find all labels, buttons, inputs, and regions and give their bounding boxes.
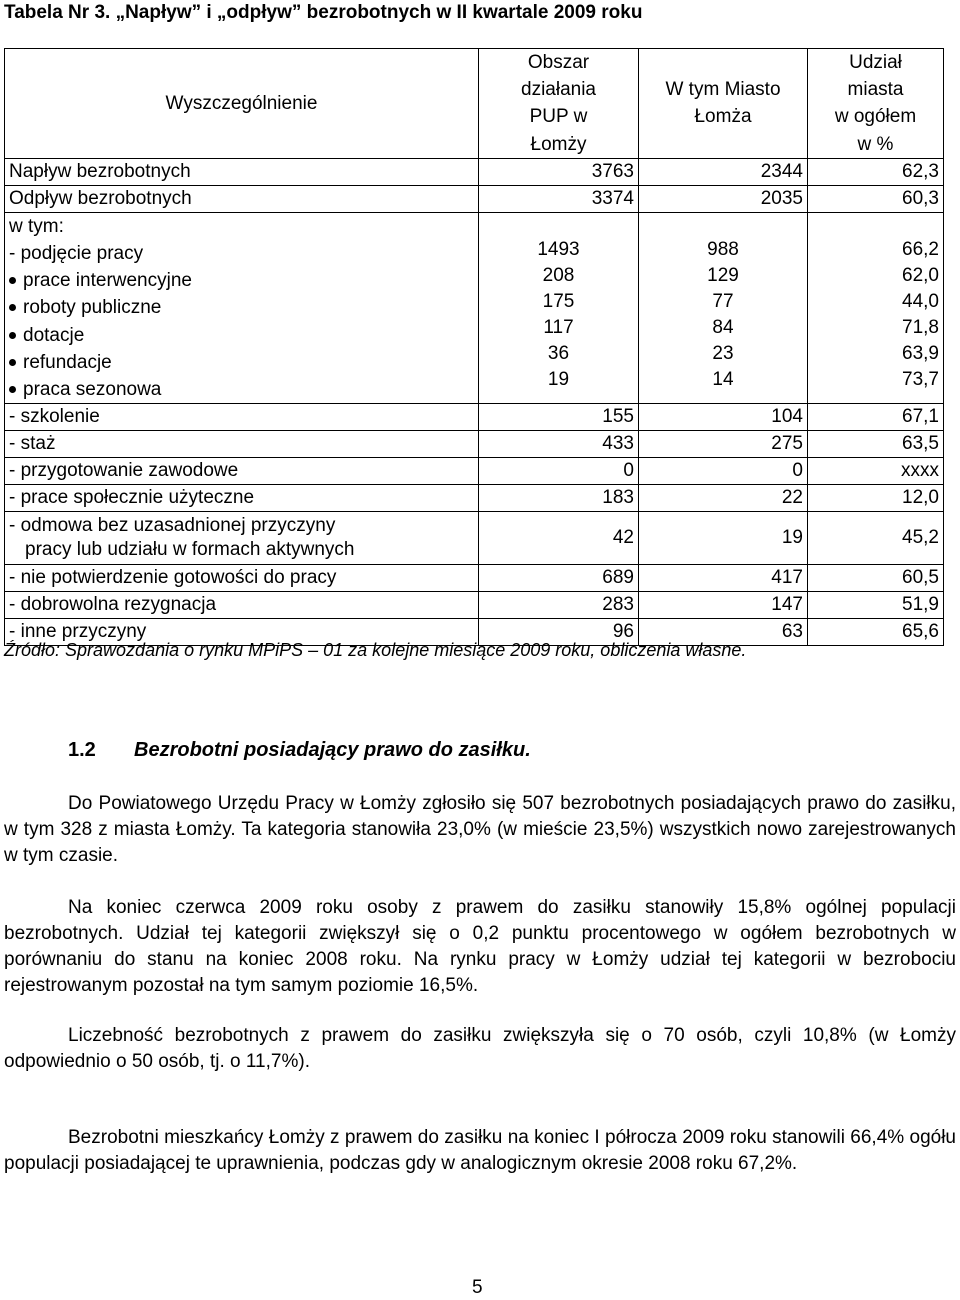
row-label: Napływ bezrobotnych bbox=[5, 158, 479, 185]
cell-pup: 3374 bbox=[479, 185, 639, 212]
cell-miasto: 63 bbox=[639, 619, 808, 646]
table-header-row bbox=[5, 49, 944, 159]
cell-miasto: 147 bbox=[639, 592, 808, 619]
group-head-value: 66,2 bbox=[902, 238, 939, 260]
paragraph: Na koniec czerwca 2009 roku osoby z prawem do zasiłku stanowiły 15,8% ogólnej populacji bezrobotnych. Udział tej kategorii zwiększył się o 0,2 punktu procentowego w ogółem bezrobotnych w porównaniu do stanu na koniec 2008 roku. Na rynku pracy w Łomży udział tej kategorii w bezrobociu rejestrowanym pozostał na tym samym poziomie 16,5%. bbox=[4, 897, 956, 996]
source-note: Źródło: Sprawozdania o rynku MPiPS – 01 za kolejne miesiące 2009 roku, obliczenia własne. bbox=[4, 640, 747, 660]
table-row bbox=[5, 158, 944, 185]
bullet-item: dotacje bbox=[9, 322, 474, 349]
bullet-item: praca sezonowa bbox=[9, 376, 474, 403]
cell-pup: 96 bbox=[479, 619, 639, 646]
header-wyszczegolnienie: Wyszczególnienie bbox=[5, 49, 479, 159]
cell-udzial: 63,5 bbox=[808, 431, 944, 458]
cell-udzial: 45,2 bbox=[808, 512, 944, 565]
bullet-value: 44,0 bbox=[902, 290, 939, 312]
bullet-value: 63,9 bbox=[902, 342, 939, 364]
header-obszar-pup bbox=[479, 49, 639, 159]
row-label-line: pracy lub udziału w formach aktywnych bbox=[25, 539, 355, 561]
bullet-value: 175 bbox=[542, 290, 575, 312]
data-table bbox=[4, 48, 944, 646]
header-text: w ogółem bbox=[834, 106, 917, 128]
cell-miasto: 0 bbox=[639, 458, 808, 485]
group-head-label: - podjęcie pracy bbox=[9, 243, 144, 265]
table-row bbox=[5, 565, 944, 592]
row-label: - inne przyczyny bbox=[5, 619, 479, 646]
group-udzial-cell bbox=[808, 212, 944, 403]
bullet-value: 71,8 bbox=[902, 316, 939, 338]
cell-miasto: 417 bbox=[639, 565, 808, 592]
row-label: - nie potwierdzenie gotowości do pracy bbox=[5, 565, 479, 592]
group-head-value: 1493 bbox=[537, 238, 580, 260]
group-pup-cell bbox=[479, 212, 639, 403]
section-number: 1.2 bbox=[68, 739, 96, 761]
row-label: Odpływ bezrobotnych bbox=[5, 185, 479, 212]
header-text: W tym Miasto bbox=[665, 79, 781, 101]
row-label: - przygotowanie zawodowe bbox=[5, 458, 479, 485]
row-label: - dobrowolna rezygnacja bbox=[5, 592, 479, 619]
cell-miasto: 19 bbox=[639, 512, 808, 565]
group-miasto-cell bbox=[639, 212, 808, 403]
table-row-group bbox=[5, 212, 944, 403]
table-row bbox=[5, 592, 944, 619]
header-text: Łomża bbox=[694, 106, 752, 128]
bullet-value: 117 bbox=[543, 316, 574, 338]
cell-udzial: 60,3 bbox=[808, 185, 944, 212]
cell-pup: 42 bbox=[479, 512, 639, 565]
bullet-value: 23 bbox=[712, 342, 734, 364]
cell-pup: 3763 bbox=[479, 158, 639, 185]
cell-pup: 283 bbox=[479, 592, 639, 619]
cell-udzial: 62,3 bbox=[808, 158, 944, 185]
bullet-value: 84 bbox=[712, 316, 734, 338]
bullet-value: 62,0 bbox=[902, 264, 939, 286]
header-text: miasta bbox=[847, 79, 904, 101]
cell-udzial: 51,9 bbox=[808, 592, 944, 619]
table-row bbox=[5, 431, 944, 458]
cell-pup: 689 bbox=[479, 565, 639, 592]
table-title: Tabela Nr 3. „Napływ” i „odpływ” bezrobotnych w II kwartale 2009 roku bbox=[4, 2, 643, 23]
paragraph: Bezrobotni mieszkańcy Łomży z prawem do zasiłku na koniec I półrocza 2009 roku stanowili 66,4% ogółu populacji posiadającej te uprawnienia, podczas gdy w analogicznym okresie 2008 roku 67,2%. bbox=[4, 1127, 956, 1174]
group-intro: w tym: bbox=[9, 215, 64, 237]
cell-miasto: 22 bbox=[639, 485, 808, 512]
paragraph: Do Powiatowego Urzędu Pracy w Łomży zgłosiło się 507 bezrobotnych posiadających prawo do zasiłku, w tym 328 z miasta Łomży. Ta kategoria stanowiła 23,0% (w mieście 23,5%) wszystkich nowo zarejestrowanych w tym czasie. bbox=[4, 793, 956, 866]
header-text: działania bbox=[521, 79, 596, 101]
cell-udzial: 12,0 bbox=[808, 485, 944, 512]
bullet-value: 14 bbox=[712, 368, 734, 390]
table-row bbox=[5, 185, 944, 212]
group-label-cell bbox=[5, 212, 479, 403]
row-label: - prace społecznie użyteczne bbox=[5, 485, 479, 512]
cell-pup: 433 bbox=[479, 431, 639, 458]
table-row bbox=[5, 485, 944, 512]
section-heading bbox=[68, 739, 531, 762]
cell-miasto: 104 bbox=[639, 404, 808, 431]
cell-udzial: xxxx bbox=[808, 458, 944, 485]
table-row bbox=[5, 404, 944, 431]
bullet-value: 77 bbox=[712, 290, 734, 312]
cell-pup: 0 bbox=[479, 458, 639, 485]
cell-udzial: 65,6 bbox=[808, 619, 944, 646]
header-miasto-lomza bbox=[639, 49, 808, 159]
table-row bbox=[5, 458, 944, 485]
row-label: - szkolenie bbox=[5, 404, 479, 431]
header-text: PUP w bbox=[529, 106, 588, 128]
cell-pup: 155 bbox=[479, 404, 639, 431]
header-udzial-miasta bbox=[808, 49, 944, 159]
bullet-value: 19 bbox=[547, 368, 570, 390]
cell-udzial: 60,5 bbox=[808, 565, 944, 592]
group-head-value: 988 bbox=[707, 238, 739, 260]
cell-udzial: 67,1 bbox=[808, 404, 944, 431]
cell-miasto: 2035 bbox=[639, 185, 808, 212]
section-title: Bezrobotni posiadający prawo do zasiłku. bbox=[134, 739, 531, 761]
bullet-item: prace interwencyjne bbox=[9, 267, 474, 294]
header-text: Łomży bbox=[530, 133, 587, 155]
paragraph: Liczebność bezrobotnych z prawem do zasiłku zwiększyła się o 70 osób, czyli 10,8% (w Łomży odpowiednio o 50 osób, tj. o 11,7%). bbox=[4, 1025, 956, 1072]
bullet-value: 208 bbox=[542, 264, 575, 286]
row-label-line: - odmowa bez uzasadnionej przyczyny bbox=[9, 515, 336, 537]
table-row bbox=[5, 512, 944, 565]
cell-miasto: 275 bbox=[639, 431, 808, 458]
bullet-item: refundacje bbox=[9, 349, 474, 376]
cell-miasto: 2344 bbox=[639, 158, 808, 185]
page-number: 5 bbox=[472, 1277, 483, 1298]
bullet-item: roboty publiczne bbox=[9, 294, 474, 321]
row-label-multiline bbox=[5, 512, 479, 565]
header-text: w % bbox=[857, 133, 894, 155]
header-text: Obszar bbox=[527, 52, 590, 73]
bullet-value: 36 bbox=[547, 342, 570, 364]
bullet-value: 129 bbox=[707, 264, 739, 286]
bullet-value: 73,7 bbox=[902, 368, 939, 390]
cell-pup: 183 bbox=[479, 485, 639, 512]
row-label: - staż bbox=[5, 431, 479, 458]
header-text: Udział bbox=[849, 52, 902, 73]
